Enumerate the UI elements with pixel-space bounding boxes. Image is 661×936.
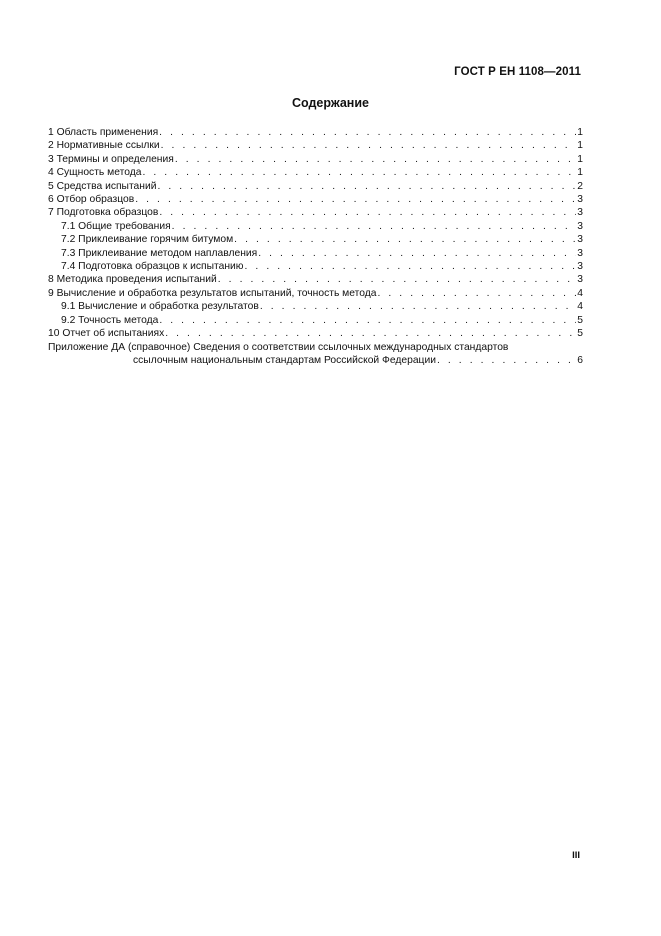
toc-entry[interactable] xyxy=(48,327,583,340)
toc-entry-page: 1 xyxy=(577,153,583,165)
toc-subentry[interactable] xyxy=(48,300,583,313)
toc-entry-label: 9 Вычисление и обработка результатов испытаний, точность метода xyxy=(48,287,377,299)
toc-entry-label: 8 Методика проведения испытаний xyxy=(48,274,217,286)
toc-entry-label: 7.3 Приклеивание методом наплавления xyxy=(61,247,258,259)
toc-entry-label: 7.1 Общие требования xyxy=(61,220,171,232)
toc-leader-dots xyxy=(218,273,577,286)
toc-title: Содержание xyxy=(291,96,369,110)
toc-entry[interactable] xyxy=(48,180,583,193)
toc-entry-page: 6 xyxy=(577,354,583,366)
toc-entry[interactable] xyxy=(48,166,583,179)
toc-entry-label: 3 Термины и определения xyxy=(48,153,174,165)
toc-entry-label: 2 Нормативные ссылки xyxy=(48,140,160,152)
toc-entry[interactable] xyxy=(48,193,583,206)
toc-subentry[interactable] xyxy=(48,247,583,260)
toc-entry-label: 1 Область применения xyxy=(48,127,159,138)
toc-leader-dots xyxy=(260,300,576,313)
toc-entry-label: 7.2 Приклеивание горячим битумом xyxy=(61,234,234,246)
toc-leader-dots xyxy=(258,247,576,260)
toc-entry-page: 3 xyxy=(577,247,583,259)
toc-leader-dots xyxy=(159,314,576,327)
toc-entry-page: 4 xyxy=(577,301,583,313)
toc-entry[interactable] xyxy=(48,206,583,219)
toc-entry[interactable] xyxy=(48,287,583,300)
toc-subentry[interactable] xyxy=(48,220,583,233)
toc-entry[interactable] xyxy=(48,153,583,166)
toc-entry-page: 3 xyxy=(577,207,583,219)
toc-leader-dots xyxy=(142,166,576,179)
toc-entry-page: 3 xyxy=(577,194,583,206)
annex-title-line2: ссылочным национальным стандартам Российской Федерации xyxy=(133,354,436,366)
standard-code: ГОСТ Р ЕН 1108—2011 xyxy=(454,66,581,78)
toc-entry-page: 5 xyxy=(577,328,583,340)
toc-leader-dots xyxy=(159,206,576,219)
toc-leader-dots xyxy=(172,220,577,233)
toc-entry-page: 1 xyxy=(577,167,583,179)
toc-entry[interactable] xyxy=(48,139,583,152)
toc-leader-dots xyxy=(234,233,576,246)
toc-leader-dots xyxy=(135,193,576,206)
toc-entry-label: 7 Подготовка образцов xyxy=(48,207,159,219)
toc-entry-page: 3 xyxy=(577,220,583,232)
annex-title-line1: Приложение ДА (справочное) Сведения о соответствии ссылочных международных стандартов xyxy=(48,341,509,353)
toc-leader-dots xyxy=(161,139,577,152)
toc-entry-label: 4 Сущность метода xyxy=(48,167,142,179)
toc-entry-page: 2 xyxy=(577,180,583,192)
toc-entry-label: 5 Средства испытаний xyxy=(48,180,157,192)
toc-entry-label: 7.4 Подготовка образцов к испытанию xyxy=(61,261,244,273)
toc-entry[interactable] xyxy=(48,273,583,286)
toc-entry-label: 6 Отбор образцов xyxy=(48,194,135,206)
toc-entry-page: 3 xyxy=(577,274,583,286)
annex-title-line2-row xyxy=(48,354,583,367)
toc-entry-page: 3 xyxy=(577,261,583,273)
toc-leader-dots xyxy=(437,354,576,367)
page-number: III xyxy=(572,850,580,861)
toc-leader-dots xyxy=(244,260,576,273)
toc-entry-page: 1 xyxy=(577,127,583,138)
toc-subentry[interactable] xyxy=(48,260,583,273)
toc-leader-dots xyxy=(159,126,576,139)
toc-entry-label: 10 Отчет об испытаниях xyxy=(48,328,165,340)
toc-entry-page: 5 xyxy=(577,314,583,326)
toc-annex-entry[interactable] xyxy=(48,341,583,368)
toc-leader-dots xyxy=(377,287,576,300)
toc-leader-dots xyxy=(157,180,576,193)
toc-entry-page: 3 xyxy=(577,234,583,246)
toc-entry-page: 1 xyxy=(577,140,583,152)
toc-subentry[interactable] xyxy=(48,314,583,327)
toc-entry-page: 4 xyxy=(577,287,583,299)
toc-entry[interactable] xyxy=(48,126,583,139)
toc-leader-dots xyxy=(175,153,576,166)
table-of-contents xyxy=(48,126,583,367)
toc-entry-label: 9.2 Точность метода xyxy=(61,314,159,326)
toc-leader-dots xyxy=(165,327,576,340)
toc-subentry[interactable] xyxy=(48,233,583,246)
toc-entry-label: 9.1 Вычисление и обработка результатов xyxy=(61,301,259,313)
